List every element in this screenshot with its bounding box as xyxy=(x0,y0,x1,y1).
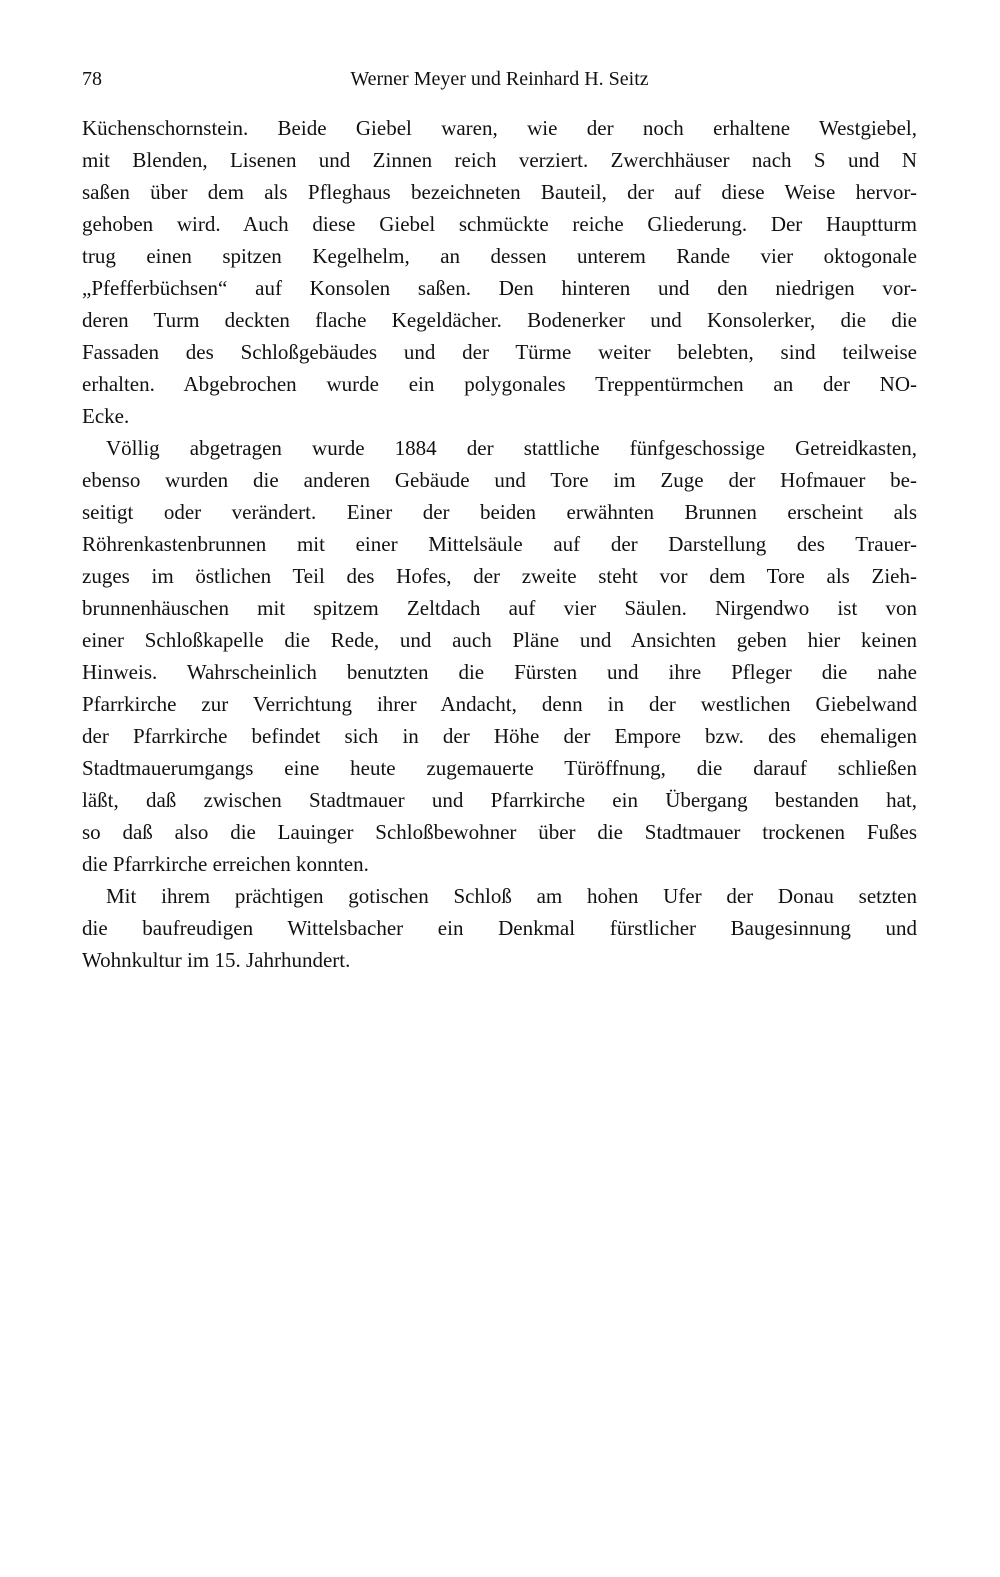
text-line: Mit ihrem prächtigen gotischen Schloß am hohen Ufer der Donau setzten xyxy=(106,884,917,908)
running-head xyxy=(82,64,917,94)
text-line: saßen über dem als Pfleghaus bezeichneten Bauteil, der auf diese Weise hervor- xyxy=(82,180,917,204)
page-number: 78 xyxy=(82,68,102,90)
paragraph-2 xyxy=(82,432,917,880)
running-title: Werner Meyer und Reinhard H. Seitz xyxy=(350,68,649,90)
paragraph-1 xyxy=(82,112,917,432)
text-line: der Pfarrkirche befindet sich in der Höhe der Empore bzw. des ehemaligen xyxy=(82,724,917,748)
text-line: „Pfefferbüchsen“ auf Konsolen saßen. Den hinteren und den niedrigen vor- xyxy=(82,276,917,300)
text-line: Röhrenkastenbrunnen mit einer Mittelsäule auf der Darstellung des Trauer- xyxy=(82,532,917,556)
text-line: Wohnkultur im 15. Jahrhundert. xyxy=(82,948,351,972)
text-line: zuges im östlichen Teil des Hofes, der zweite steht vor dem Tore als Zieh- xyxy=(82,564,917,588)
text-line: Ecke. xyxy=(82,404,130,428)
text-line: Völlig abgetragen wurde 1884 der stattliche fünfgeschossige Getreidkasten, xyxy=(106,436,917,460)
text-line: Hinweis. Wahrscheinlich benutzten die Fürsten und ihre Pfleger die nahe xyxy=(82,660,917,684)
text-line: erhalten. Abgebrochen wurde ein polygonales Treppentürmchen an der NO- xyxy=(82,372,917,396)
text-line: brunnenhäuschen mit spitzem Zeltdach auf vier Säulen. Nirgendwo ist von xyxy=(82,596,917,620)
text-line: deren Turm deckten flache Kegeldächer. Bodenerker und Konsolerker, die die xyxy=(82,308,917,332)
text-line: mit Blenden, Lisenen und Zinnen reich verziert. Zwerchhäuser nach S und N xyxy=(82,148,917,172)
text-line: einer Schloßkapelle die Rede, und auch Pläne und Ansichten geben hier keinen xyxy=(82,628,917,652)
text-line: trug einen spitzen Kegelhelm, an dessen unterem Rande vier oktogonale xyxy=(82,244,917,268)
text-line: seitigt oder verändert. Einer der beiden erwähnten Brunnen erscheint als xyxy=(82,500,917,524)
text-line: so daß also die Lauinger Schloßbewohner über die Stadtmauer trockenen Fußes xyxy=(82,820,917,844)
text-line: Stadtmauerumgangs eine heute zugemauerte Türöffnung, die darauf schließen xyxy=(82,756,917,780)
paragraph-3 xyxy=(82,880,917,976)
text-line: läßt, daß zwischen Stadtmauer und Pfarrkirche ein Übergang bestanden hat, xyxy=(82,788,917,812)
text-line: die baufreudigen Wittelsbacher ein Denkmal fürstlicher Baugesinnung und xyxy=(82,916,917,940)
text-line: gehoben wird. Auch diese Giebel schmückte reiche Gliederung. Der Hauptturm xyxy=(82,212,917,236)
text-line: Fassaden des Schloßgebäudes und der Türme weiter belebten, sind teilweise xyxy=(82,340,917,364)
text-line: die Pfarrkirche erreichen konnten. xyxy=(82,852,369,876)
body-text xyxy=(82,112,917,976)
text-line: Küchenschornstein. Beide Giebel waren, wie der noch erhaltene Westgiebel, xyxy=(82,116,917,140)
text-line: ebenso wurden die anderen Gebäude und Tore im Zuge der Hofmauer be- xyxy=(82,468,917,492)
text-line: Pfarrkirche zur Verrichtung ihrer Andacht, denn in der westlichen Giebelwand xyxy=(82,692,917,716)
